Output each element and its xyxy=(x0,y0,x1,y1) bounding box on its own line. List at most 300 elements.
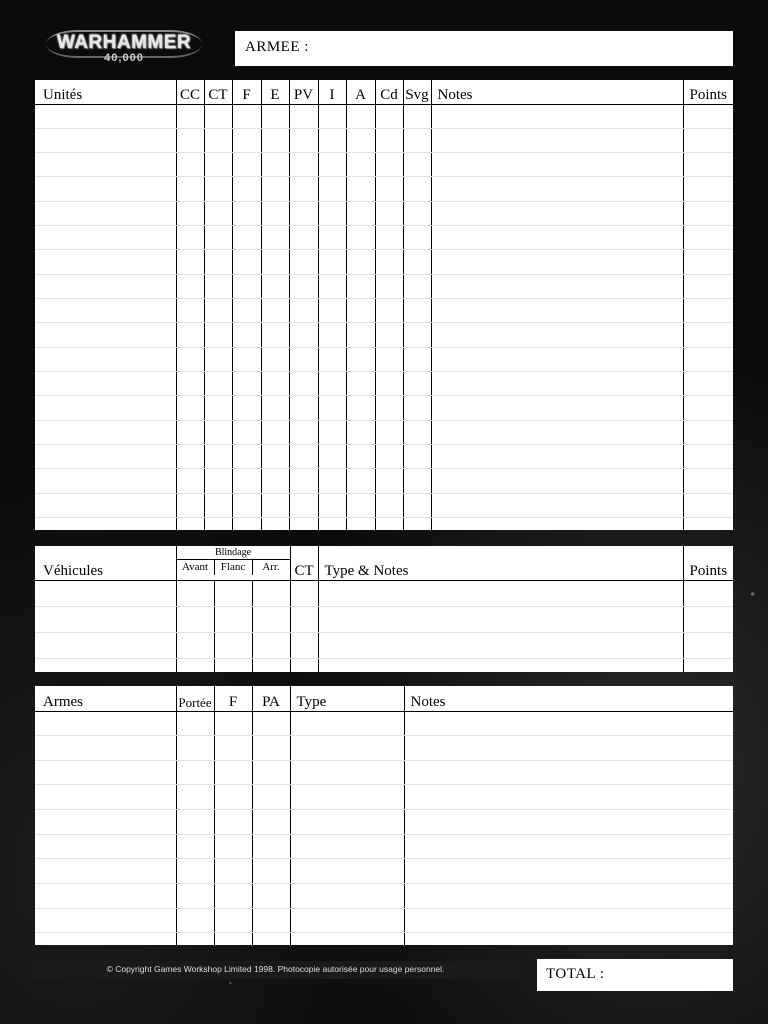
unit-cell[interactable] xyxy=(403,323,431,347)
unit-cell[interactable] xyxy=(431,323,683,347)
weapon-cell[interactable] xyxy=(35,859,176,884)
unit-cell[interactable] xyxy=(176,153,204,177)
unit-cell[interactable] xyxy=(431,445,683,469)
unit-cell[interactable] xyxy=(346,250,375,274)
unit-cell[interactable] xyxy=(289,299,318,323)
vehicle-cell[interactable] xyxy=(683,659,733,672)
unit-cell[interactable] xyxy=(403,299,431,323)
unit-cell[interactable] xyxy=(346,177,375,201)
unit-cell[interactable] xyxy=(431,201,683,225)
unit-cell[interactable] xyxy=(232,153,261,177)
weapon-cell[interactable] xyxy=(290,736,404,761)
weapon-cell[interactable] xyxy=(214,933,252,945)
weapon-cell[interactable] xyxy=(290,760,404,785)
unit-cell[interactable] xyxy=(232,104,261,128)
weapon-cell[interactable] xyxy=(214,785,252,810)
vehicle-cell[interactable] xyxy=(252,659,290,672)
weapon-cell[interactable] xyxy=(252,883,290,908)
unit-cell[interactable] xyxy=(403,274,431,298)
unit-cell[interactable] xyxy=(683,323,733,347)
unit-cell[interactable] xyxy=(683,347,733,371)
unit-cell[interactable] xyxy=(403,469,431,493)
weapon-cell[interactable] xyxy=(35,760,176,785)
unit-cell[interactable] xyxy=(403,153,431,177)
unit-cell[interactable] xyxy=(431,104,683,128)
unit-cell[interactable] xyxy=(375,104,403,128)
unit-cell[interactable] xyxy=(318,518,346,530)
unit-cell[interactable] xyxy=(683,420,733,444)
unit-cell[interactable] xyxy=(431,274,683,298)
unit-cell[interactable] xyxy=(176,250,204,274)
armee-field[interactable] xyxy=(235,31,733,66)
weapon-cell[interactable] xyxy=(35,736,176,761)
unit-cell[interactable] xyxy=(683,445,733,469)
unit-cell[interactable] xyxy=(375,274,403,298)
unit-cell[interactable] xyxy=(232,226,261,250)
unit-cell[interactable] xyxy=(261,201,289,225)
weapon-cell[interactable] xyxy=(35,785,176,810)
unit-cell[interactable] xyxy=(261,299,289,323)
unit-cell[interactable] xyxy=(176,420,204,444)
unit-cell[interactable] xyxy=(261,445,289,469)
unit-cell[interactable] xyxy=(318,104,346,128)
unit-cell[interactable] xyxy=(289,226,318,250)
weapon-cell[interactable] xyxy=(214,810,252,835)
unit-cell[interactable] xyxy=(431,518,683,530)
weapon-cell[interactable] xyxy=(404,883,733,908)
unit-cell[interactable] xyxy=(346,323,375,347)
unit-cell[interactable] xyxy=(232,420,261,444)
unit-cell[interactable] xyxy=(375,128,403,152)
unit-cell[interactable] xyxy=(375,445,403,469)
unit-cell[interactable] xyxy=(318,153,346,177)
unit-cell[interactable] xyxy=(289,493,318,517)
unit-cell[interactable] xyxy=(289,372,318,396)
vehicle-cell[interactable] xyxy=(252,580,290,606)
unit-cell[interactable] xyxy=(346,347,375,371)
vehicle-cell[interactable] xyxy=(214,659,252,672)
unit-cell[interactable] xyxy=(204,299,232,323)
unit-cell[interactable] xyxy=(346,493,375,517)
unit-cell[interactable] xyxy=(375,420,403,444)
unit-cell[interactable] xyxy=(35,201,176,225)
unit-cell[interactable] xyxy=(35,420,176,444)
unit-cell[interactable] xyxy=(261,177,289,201)
unit-cell[interactable] xyxy=(176,396,204,420)
unit-cell[interactable] xyxy=(403,420,431,444)
unit-cell[interactable] xyxy=(232,445,261,469)
unit-cell[interactable] xyxy=(403,445,431,469)
unit-cell[interactable] xyxy=(431,226,683,250)
unit-cell[interactable] xyxy=(375,518,403,530)
unit-cell[interactable] xyxy=(403,104,431,128)
unit-cell[interactable] xyxy=(375,177,403,201)
unit-cell[interactable] xyxy=(346,469,375,493)
unit-cell[interactable] xyxy=(431,128,683,152)
unit-cell[interactable] xyxy=(431,493,683,517)
weapon-cell[interactable] xyxy=(176,711,214,736)
unit-cell[interactable] xyxy=(375,347,403,371)
unit-cell[interactable] xyxy=(176,299,204,323)
unit-cell[interactable] xyxy=(318,177,346,201)
unit-cell[interactable] xyxy=(375,323,403,347)
unit-cell[interactable] xyxy=(204,201,232,225)
unit-cell[interactable] xyxy=(204,347,232,371)
vehicle-cell[interactable] xyxy=(290,606,318,632)
unit-cell[interactable] xyxy=(35,177,176,201)
vehicle-cell[interactable] xyxy=(318,606,683,632)
unit-cell[interactable] xyxy=(375,201,403,225)
unit-cell[interactable] xyxy=(346,201,375,225)
weapon-cell[interactable] xyxy=(35,908,176,933)
weapon-cell[interactable] xyxy=(404,760,733,785)
unit-cell[interactable] xyxy=(204,372,232,396)
unit-cell[interactable] xyxy=(318,372,346,396)
unit-cell[interactable] xyxy=(318,226,346,250)
weapon-cell[interactable] xyxy=(290,933,404,945)
unit-cell[interactable] xyxy=(346,396,375,420)
unit-cell[interactable] xyxy=(261,153,289,177)
unit-cell[interactable] xyxy=(35,493,176,517)
vehicle-cell[interactable] xyxy=(252,633,290,659)
unit-cell[interactable] xyxy=(375,396,403,420)
unit-cell[interactable] xyxy=(683,104,733,128)
unit-cell[interactable] xyxy=(346,128,375,152)
unit-cell[interactable] xyxy=(261,250,289,274)
weapon-cell[interactable] xyxy=(176,736,214,761)
weapon-cell[interactable] xyxy=(404,736,733,761)
unit-cell[interactable] xyxy=(204,153,232,177)
unit-cell[interactable] xyxy=(431,372,683,396)
weapon-cell[interactable] xyxy=(290,785,404,810)
unit-cell[interactable] xyxy=(35,299,176,323)
weapon-cell[interactable] xyxy=(252,760,290,785)
unit-cell[interactable] xyxy=(232,177,261,201)
vehicle-cell[interactable] xyxy=(252,606,290,632)
weapon-cell[interactable] xyxy=(214,908,252,933)
unit-cell[interactable] xyxy=(232,372,261,396)
unit-cell[interactable] xyxy=(346,153,375,177)
unit-cell[interactable] xyxy=(204,469,232,493)
vehicle-cell[interactable] xyxy=(176,633,214,659)
unit-cell[interactable] xyxy=(176,226,204,250)
vehicle-cell[interactable] xyxy=(35,633,176,659)
unit-cell[interactable] xyxy=(204,420,232,444)
unit-cell[interactable] xyxy=(289,177,318,201)
unit-cell[interactable] xyxy=(683,274,733,298)
unit-cell[interactable] xyxy=(204,104,232,128)
unit-cell[interactable] xyxy=(289,396,318,420)
weapon-cell[interactable] xyxy=(35,711,176,736)
weapon-cell[interactable] xyxy=(404,711,733,736)
weapon-cell[interactable] xyxy=(252,908,290,933)
unit-cell[interactable] xyxy=(261,469,289,493)
vehicle-cell[interactable] xyxy=(214,580,252,606)
weapon-cell[interactable] xyxy=(214,711,252,736)
unit-cell[interactable] xyxy=(176,347,204,371)
vehicle-cell[interactable] xyxy=(318,633,683,659)
unit-cell[interactable] xyxy=(403,493,431,517)
unit-cell[interactable] xyxy=(431,153,683,177)
unit-cell[interactable] xyxy=(683,250,733,274)
unit-cell[interactable] xyxy=(35,128,176,152)
unit-cell[interactable] xyxy=(431,396,683,420)
unit-cell[interactable] xyxy=(289,250,318,274)
weapon-cell[interactable] xyxy=(176,760,214,785)
unit-cell[interactable] xyxy=(35,372,176,396)
unit-cell[interactable] xyxy=(261,347,289,371)
unit-cell[interactable] xyxy=(289,347,318,371)
unit-cell[interactable] xyxy=(176,104,204,128)
unit-cell[interactable] xyxy=(346,299,375,323)
vehicle-cell[interactable] xyxy=(214,633,252,659)
unit-cell[interactable] xyxy=(289,128,318,152)
weapon-cell[interactable] xyxy=(176,859,214,884)
unit-cell[interactable] xyxy=(204,445,232,469)
unit-cell[interactable] xyxy=(318,250,346,274)
unit-cell[interactable] xyxy=(289,104,318,128)
unit-cell[interactable] xyxy=(346,518,375,530)
unit-cell[interactable] xyxy=(683,177,733,201)
unit-cell[interactable] xyxy=(375,372,403,396)
unit-cell[interactable] xyxy=(318,201,346,225)
unit-cell[interactable] xyxy=(289,274,318,298)
unit-cell[interactable] xyxy=(289,323,318,347)
vehicle-cell[interactable] xyxy=(35,659,176,672)
weapon-cell[interactable] xyxy=(252,711,290,736)
unit-cell[interactable] xyxy=(261,226,289,250)
unit-cell[interactable] xyxy=(232,274,261,298)
unit-cell[interactable] xyxy=(346,274,375,298)
unit-cell[interactable] xyxy=(204,250,232,274)
unit-cell[interactable] xyxy=(176,372,204,396)
unit-cell[interactable] xyxy=(403,518,431,530)
unit-cell[interactable] xyxy=(289,420,318,444)
weapon-cell[interactable] xyxy=(404,933,733,945)
unit-cell[interactable] xyxy=(289,445,318,469)
weapon-cell[interactable] xyxy=(214,736,252,761)
unit-cell[interactable] xyxy=(318,493,346,517)
unit-cell[interactable] xyxy=(232,128,261,152)
unit-cell[interactable] xyxy=(346,104,375,128)
unit-cell[interactable] xyxy=(318,420,346,444)
weapon-cell[interactable] xyxy=(290,883,404,908)
unit-cell[interactable] xyxy=(35,274,176,298)
weapon-cell[interactable] xyxy=(176,933,214,945)
weapon-cell[interactable] xyxy=(35,810,176,835)
unit-cell[interactable] xyxy=(683,518,733,530)
unit-cell[interactable] xyxy=(403,128,431,152)
weapon-cell[interactable] xyxy=(252,933,290,945)
unit-cell[interactable] xyxy=(176,323,204,347)
total-field[interactable] xyxy=(537,959,733,991)
vehicle-cell[interactable] xyxy=(176,606,214,632)
vehicle-cell[interactable] xyxy=(176,659,214,672)
unit-cell[interactable] xyxy=(261,518,289,530)
weapon-cell[interactable] xyxy=(35,883,176,908)
weapon-cell[interactable] xyxy=(290,908,404,933)
unit-cell[interactable] xyxy=(683,226,733,250)
weapon-cell[interactable] xyxy=(214,834,252,859)
unit-cell[interactable] xyxy=(683,153,733,177)
unit-cell[interactable] xyxy=(176,274,204,298)
unit-cell[interactable] xyxy=(176,128,204,152)
vehicle-cell[interactable] xyxy=(290,633,318,659)
unit-cell[interactable] xyxy=(431,347,683,371)
unit-cell[interactable] xyxy=(35,396,176,420)
unit-cell[interactable] xyxy=(318,274,346,298)
weapon-cell[interactable] xyxy=(214,859,252,884)
unit-cell[interactable] xyxy=(35,226,176,250)
unit-cell[interactable] xyxy=(232,518,261,530)
unit-cell[interactable] xyxy=(232,299,261,323)
weapon-cell[interactable] xyxy=(252,859,290,884)
weapon-cell[interactable] xyxy=(404,834,733,859)
unit-cell[interactable] xyxy=(204,128,232,152)
vehicle-cell[interactable] xyxy=(35,580,176,606)
weapon-cell[interactable] xyxy=(404,908,733,933)
unit-cell[interactable] xyxy=(431,299,683,323)
unit-cell[interactable] xyxy=(261,128,289,152)
unit-cell[interactable] xyxy=(375,226,403,250)
unit-cell[interactable] xyxy=(35,518,176,530)
weapon-cell[interactable] xyxy=(404,810,733,835)
unit-cell[interactable] xyxy=(431,469,683,493)
vehicle-cell[interactable] xyxy=(35,606,176,632)
weapon-cell[interactable] xyxy=(252,810,290,835)
unit-cell[interactable] xyxy=(403,201,431,225)
unit-cell[interactable] xyxy=(35,323,176,347)
unit-cell[interactable] xyxy=(683,299,733,323)
vehicle-cell[interactable] xyxy=(214,606,252,632)
unit-cell[interactable] xyxy=(683,372,733,396)
unit-cell[interactable] xyxy=(204,493,232,517)
unit-cell[interactable] xyxy=(431,177,683,201)
weapon-cell[interactable] xyxy=(252,785,290,810)
weapon-cell[interactable] xyxy=(290,834,404,859)
unit-cell[interactable] xyxy=(232,469,261,493)
unit-cell[interactable] xyxy=(204,177,232,201)
unit-cell[interactable] xyxy=(261,323,289,347)
vehicle-cell[interactable] xyxy=(176,580,214,606)
unit-cell[interactable] xyxy=(289,518,318,530)
unit-cell[interactable] xyxy=(232,250,261,274)
unit-cell[interactable] xyxy=(261,372,289,396)
unit-cell[interactable] xyxy=(683,201,733,225)
unit-cell[interactable] xyxy=(176,469,204,493)
unit-cell[interactable] xyxy=(35,469,176,493)
unit-cell[interactable] xyxy=(261,274,289,298)
weapon-cell[interactable] xyxy=(404,859,733,884)
unit-cell[interactable] xyxy=(261,396,289,420)
unit-cell[interactable] xyxy=(683,128,733,152)
unit-cell[interactable] xyxy=(375,493,403,517)
unit-cell[interactable] xyxy=(204,518,232,530)
weapon-cell[interactable] xyxy=(176,785,214,810)
unit-cell[interactable] xyxy=(403,396,431,420)
weapon-cell[interactable] xyxy=(176,810,214,835)
unit-cell[interactable] xyxy=(232,323,261,347)
unit-cell[interactable] xyxy=(318,323,346,347)
unit-cell[interactable] xyxy=(35,445,176,469)
unit-cell[interactable] xyxy=(232,396,261,420)
unit-cell[interactable] xyxy=(375,250,403,274)
unit-cell[interactable] xyxy=(403,250,431,274)
unit-cell[interactable] xyxy=(403,347,431,371)
unit-cell[interactable] xyxy=(318,347,346,371)
unit-cell[interactable] xyxy=(204,274,232,298)
weapon-cell[interactable] xyxy=(214,883,252,908)
vehicle-cell[interactable] xyxy=(290,580,318,606)
unit-cell[interactable] xyxy=(289,201,318,225)
unit-cell[interactable] xyxy=(346,226,375,250)
unit-cell[interactable] xyxy=(683,396,733,420)
vehicle-cell[interactable] xyxy=(318,580,683,606)
unit-cell[interactable] xyxy=(204,396,232,420)
unit-cell[interactable] xyxy=(289,153,318,177)
vehicle-cell[interactable] xyxy=(683,580,733,606)
unit-cell[interactable] xyxy=(318,299,346,323)
vehicle-cell[interactable] xyxy=(683,633,733,659)
unit-cell[interactable] xyxy=(403,372,431,396)
weapon-cell[interactable] xyxy=(214,760,252,785)
weapon-cell[interactable] xyxy=(176,883,214,908)
unit-cell[interactable] xyxy=(261,104,289,128)
unit-cell[interactable] xyxy=(318,128,346,152)
unit-cell[interactable] xyxy=(431,420,683,444)
unit-cell[interactable] xyxy=(375,299,403,323)
unit-cell[interactable] xyxy=(318,469,346,493)
unit-cell[interactable] xyxy=(35,104,176,128)
unit-cell[interactable] xyxy=(346,445,375,469)
weapon-cell[interactable] xyxy=(35,933,176,945)
weapon-cell[interactable] xyxy=(35,834,176,859)
unit-cell[interactable] xyxy=(35,347,176,371)
vehicle-cell[interactable] xyxy=(683,606,733,632)
weapon-cell[interactable] xyxy=(290,810,404,835)
unit-cell[interactable] xyxy=(261,420,289,444)
unit-cell[interactable] xyxy=(375,153,403,177)
vehicle-cell[interactable] xyxy=(318,659,683,672)
weapon-cell[interactable] xyxy=(404,785,733,810)
unit-cell[interactable] xyxy=(261,493,289,517)
unit-cell[interactable] xyxy=(232,347,261,371)
unit-cell[interactable] xyxy=(176,518,204,530)
unit-cell[interactable] xyxy=(232,201,261,225)
unit-cell[interactable] xyxy=(318,396,346,420)
unit-cell[interactable] xyxy=(204,226,232,250)
unit-cell[interactable] xyxy=(375,469,403,493)
unit-cell[interactable] xyxy=(176,445,204,469)
weapon-cell[interactable] xyxy=(176,834,214,859)
unit-cell[interactable] xyxy=(289,469,318,493)
unit-cell[interactable] xyxy=(346,372,375,396)
weapon-cell[interactable] xyxy=(176,908,214,933)
weapon-cell[interactable] xyxy=(252,736,290,761)
unit-cell[interactable] xyxy=(318,445,346,469)
weapon-cell[interactable] xyxy=(252,834,290,859)
vehicle-cell[interactable] xyxy=(290,659,318,672)
unit-cell[interactable] xyxy=(35,153,176,177)
unit-cell[interactable] xyxy=(204,323,232,347)
unit-cell[interactable] xyxy=(403,177,431,201)
unit-cell[interactable] xyxy=(431,250,683,274)
unit-cell[interactable] xyxy=(403,226,431,250)
unit-cell[interactable] xyxy=(683,469,733,493)
unit-cell[interactable] xyxy=(232,493,261,517)
unit-cell[interactable] xyxy=(176,177,204,201)
weapon-cell[interactable] xyxy=(290,859,404,884)
